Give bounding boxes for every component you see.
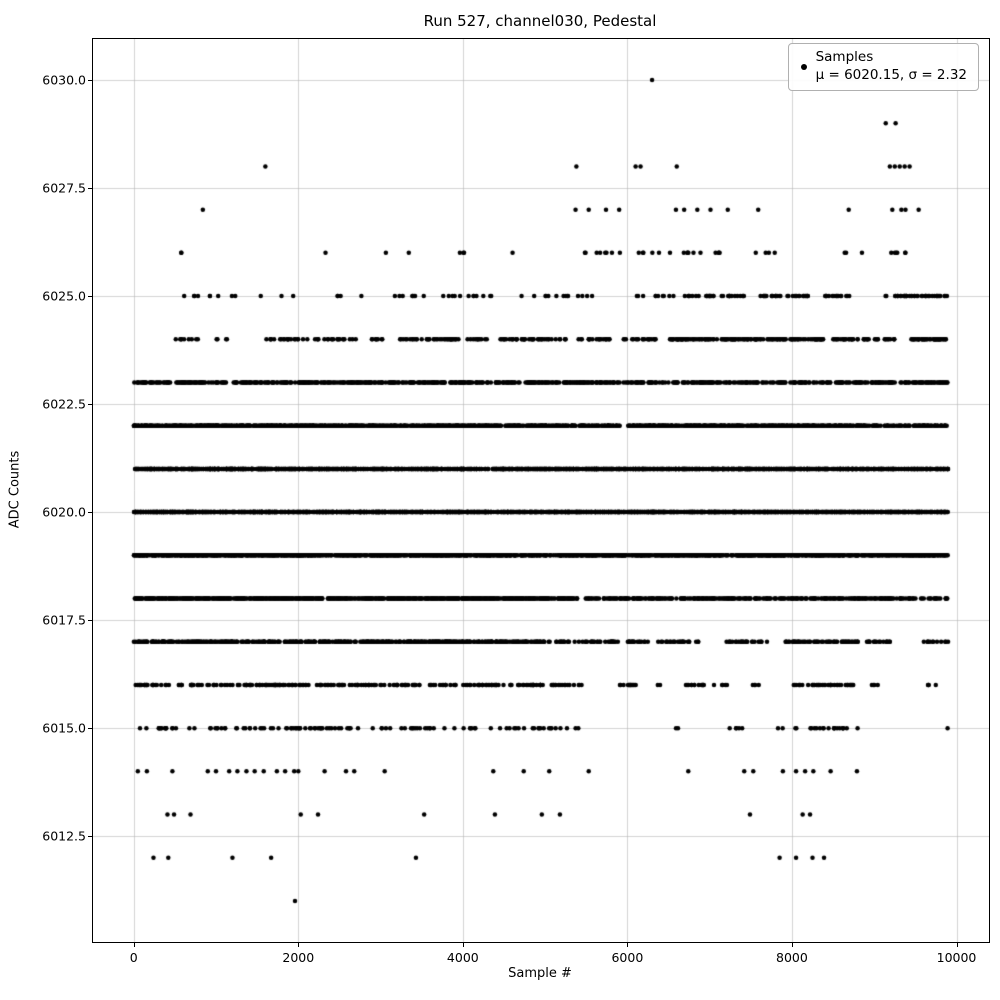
y-tick-label: 6020.0 bbox=[42, 504, 86, 520]
plot-area bbox=[42, 38, 990, 965]
y-tick-mark bbox=[88, 80, 92, 81]
y-tick-mark bbox=[88, 404, 92, 405]
legend-text bbox=[816, 49, 967, 85]
x-tick-mark bbox=[298, 943, 299, 947]
x-tick-label: 6000 bbox=[611, 950, 644, 965]
x-tick-label: 4000 bbox=[446, 950, 479, 965]
legend bbox=[788, 43, 979, 91]
x-tick-mark bbox=[463, 943, 464, 947]
y-tick-label: 6030.0 bbox=[42, 72, 86, 88]
legend-label-stats: μ = 6020.15, σ = 2.32 bbox=[815, 66, 967, 83]
y-tick-mark bbox=[88, 620, 92, 621]
y-tick-label: 6012.5 bbox=[42, 828, 86, 844]
y-tick-mark bbox=[88, 188, 92, 189]
x-axis-label: Sample # bbox=[508, 966, 572, 981]
y-tick-label: 6022.5 bbox=[42, 396, 86, 412]
y-tick-mark bbox=[88, 512, 92, 513]
x-tick-label: 10000 bbox=[936, 950, 977, 965]
x-tick-mark bbox=[134, 943, 135, 947]
y-tick-mark bbox=[88, 728, 92, 729]
x-tick-label: 2000 bbox=[282, 950, 315, 965]
x-tick-label: 0 bbox=[129, 950, 138, 965]
chart-title: Run 527, channel030, Pedestal bbox=[423, 12, 657, 30]
x-tick-mark bbox=[627, 943, 628, 947]
y-axis-label: ADC Counts bbox=[7, 450, 23, 529]
y-tick-label: 6017.5 bbox=[42, 612, 86, 628]
scatter-canvas bbox=[93, 39, 989, 942]
y-tick-label: 6015.0 bbox=[42, 720, 86, 736]
y-tick-mark bbox=[88, 296, 92, 297]
scatter-marker-icon bbox=[801, 64, 807, 70]
x-tick-mark bbox=[957, 943, 958, 947]
y-tick-mark bbox=[88, 836, 92, 837]
legend-label-samples: Samples bbox=[815, 49, 874, 65]
y-tick-label: 6025.0 bbox=[42, 288, 86, 304]
y-tick-label: 6027.5 bbox=[42, 180, 86, 196]
x-tick-label: 8000 bbox=[776, 950, 808, 965]
x-tick-mark bbox=[792, 943, 793, 947]
